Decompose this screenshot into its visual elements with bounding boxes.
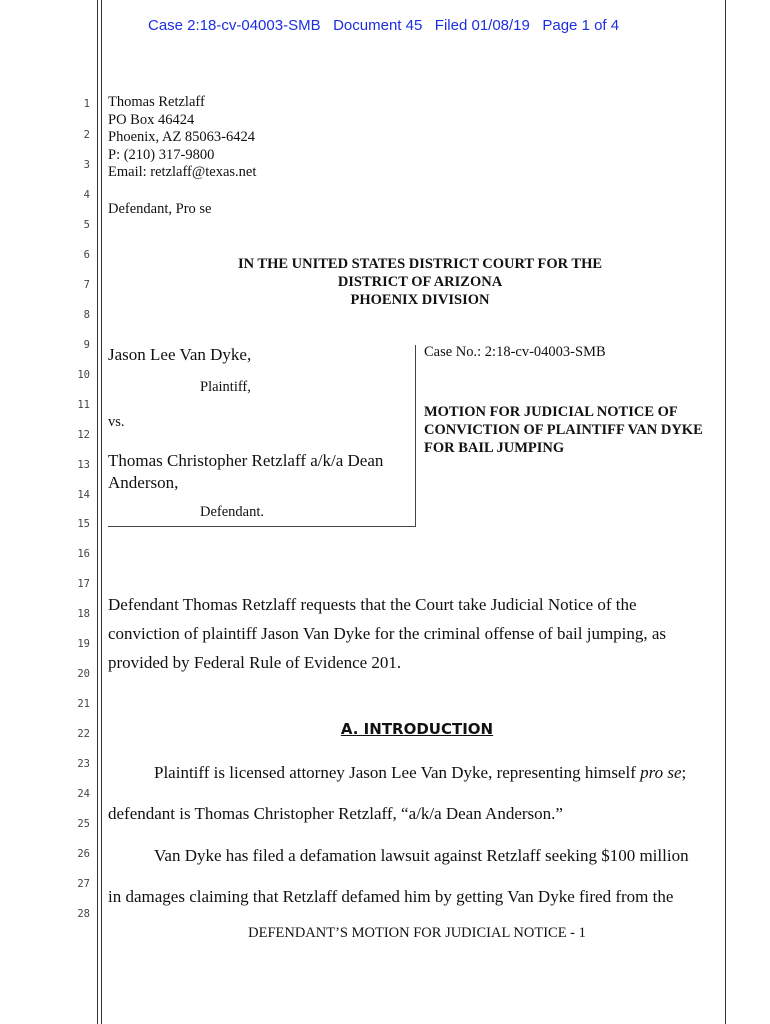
plaintiff-name: Jason Lee Van Dyke, [108,345,252,364]
case-number: Case No.: 2:18-cv-04003-SMB [424,344,606,360]
right-margin-rule [725,0,726,1024]
line-number: 10 [77,369,90,381]
line-number: 28 [77,908,90,920]
line-number: 5 [83,219,90,231]
party-role: Defendant, Pro se [108,201,212,217]
line-number: 15 [77,518,90,530]
line-number: 13 [77,459,90,471]
motion-title-line2: CONVICTION OF PLAINTIFF VAN DYKE [424,422,703,438]
party-address-line1: PO Box 46424 [108,111,195,128]
party-contact-block [108,94,256,182]
line-number: 26 [77,848,90,860]
party-address-line2: Phoenix, AZ 85063-6424 [108,129,256,145]
line-number: 20 [77,668,90,680]
line-number: 23 [77,758,90,770]
intro-line-1: Defendant Thomas Retzlaff requests that the Court take Judicial Notice of the [108,595,637,614]
line-number: 4 [83,189,90,201]
left-margin-rule-inner [101,0,102,1024]
party-phone: P: (210) 317-9800 [108,146,215,163]
line-number: 6 [83,249,90,261]
defendant-name [108,450,383,494]
line-number: 3 [83,159,90,171]
pro-se-italic: pro se [640,763,682,782]
section-heading-introduction: A. INTRODUCTION [340,720,494,738]
plaintiff-label: Plaintiff, [200,379,251,395]
line-number: 8 [83,309,90,321]
case-filing-stamp: Case 2:18-cv-04003-SMB Document 45 Filed 01/08/19 Page 1 of 4 [148,17,620,34]
line-number: 2 [83,129,90,141]
line-number: 18 [77,608,90,620]
court-heading-line2: DISTRICT OF ARIZONA [337,274,503,290]
defendant-name-line1: Thomas Christopher Retzlaff a/k/a Dean [108,451,384,470]
line-number: 16 [77,548,90,560]
motion-title-line1: MOTION FOR JUDICIAL NOTICE OF [424,404,678,420]
caption-divider-vertical [415,345,416,527]
court-heading-line3: PHOENIX DIVISION [350,292,490,308]
line-number: 24 [77,788,90,800]
party-name: Thomas Retzlaff [108,94,205,110]
line-number: 17 [77,578,90,590]
court-heading-line1: IN THE UNITED STATES DISTRICT COURT FOR THE [237,256,603,272]
versus-label: vs. [108,414,125,430]
paragraph-1-line-1 [154,763,724,783]
party-email: Email: retzlaff@texas.net [108,164,257,180]
defendant-name-line2: Anderson, [108,473,179,492]
paragraph-2-line-2: in damages claiming that Retzlaff defamed him by getting Van Dyke fired from the [108,887,674,906]
motion-title [424,403,734,457]
paragraph-2-line-1: Van Dyke has filed a defamation lawsuit against Retzlaff seeking $100 million [154,846,689,865]
line-number: 7 [83,279,90,291]
line-number: 19 [77,638,90,650]
paragraph-1-line-2: defendant is Thomas Christopher Retzlaff, “a/k/a Dean Anderson.” [108,804,563,823]
paragraph-1-semicolon: ; [681,763,687,782]
page-footer: DEFENDANT’S MOTION FOR JUDICIAL NOTICE - 1 [248,925,586,941]
line-number: 27 [77,878,90,890]
line-number: 21 [77,698,90,710]
court-heading [200,255,640,309]
line-number: 22 [77,728,90,740]
line-number: 11 [77,399,90,411]
caption-divider-horizontal [108,526,416,527]
intro-line-2: conviction of plaintiff Jason Van Dyke for the criminal offense of bail jumping, as [108,624,667,643]
intro-line-3: provided by Federal Rule of Evidence 201. [108,653,402,672]
line-number: 14 [77,489,90,501]
left-margin-rule-outer [97,0,98,1024]
line-number: 12 [77,429,90,441]
line-number: 1 [83,98,90,110]
defendant-label: Defendant. [200,504,265,520]
paragraph-1-text: Plaintiff is licensed attorney Jason Lee Van Dyke, representing himself [154,763,641,782]
motion-title-line3: FOR BAIL JUMPING [424,440,565,456]
line-number: 9 [83,339,90,351]
line-number: 25 [77,818,90,830]
